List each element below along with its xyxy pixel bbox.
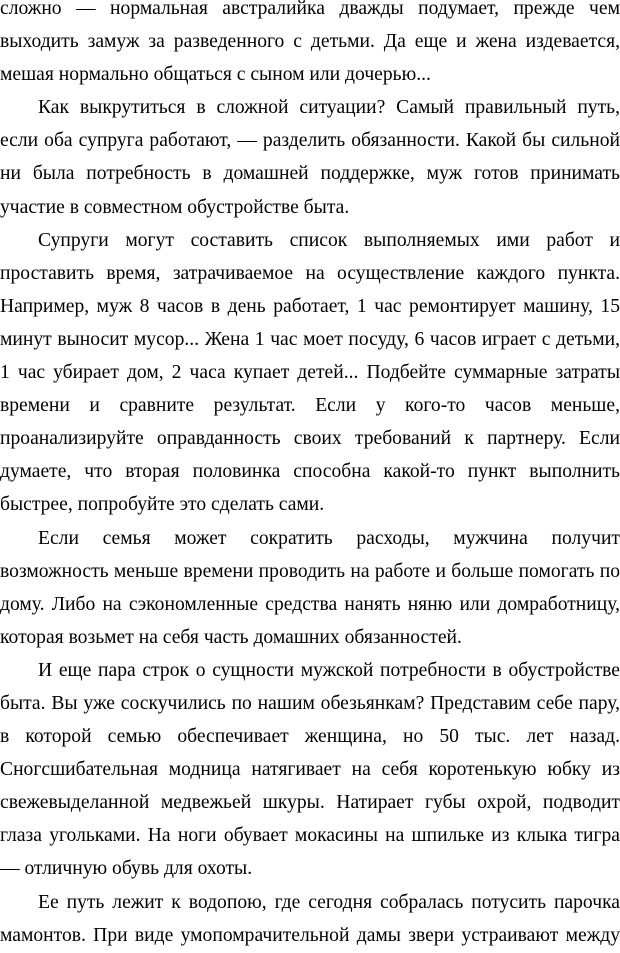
paragraph-cut-expenses: Если семья может сократить расходы, мужчина получит возможность меньше времени проводить на работе и больше помогать по дому. Либо на сэкономленные средства нанять няню или домработницу, которая возьмет на себя часть домашних обязанностей. [0,527,620,648]
paragraph-ancient-couple: И еще пара строк о сущности мужской потребности в обустройстве быта. Вы уже соскучились по нашим обезьянкам? Представим себе пару, в которой семью обеспечивает женщина, но 50 тыс. лет назад. Сногсшибательная модница натягивает на себя коротенькую юбку из свежевыделанной медвежьей шкуры. Натирает губы охрой, подводит глаза угольками. На ноги обувает мокасины на шпильке из клыка тигра — отличную обувь для охоты. [0,659,620,880]
paragraph-time-list: Супруги могут составить список выполняемых ими работ и проставить время, затрачиваемое на осуществление каждого пункта. Например, муж 8 часов в день работает, 1 час ремонтирует машину, 15 минут выносит мусор... Жена 1 час моет посуду, 6 часов играет с детьми, 1 час убирает дом, 2 часа купает детей... Подбейте суммарные затраты времени и сравните результат. Если у кого-то часов меньше, проанализируйте оправданность своих требований к партнеру. Если думаете, что вторая половинка способна какой-то пункт выполнить быстрее, попробуйте это сделать сами. [0,229,620,516]
paragraph-sharing-duties: Как выкрутиться в сложной ситуации? Самый правильный путь, если оба супруга работают, — разделить обязанности. Какой бы сильной ни была потребность в домашней поддержке, муж готов принимать участие в совместном обустройстве быта. [0,97,620,218]
paragraph-continuation: сложно — нормальная австралийка дважды подумает, прежде чем выходить замуж за разведенного с детьми. Да еще и жена издевается, мешая нормально общаться с сыном или дочерью... [0,0,620,86]
paragraph-watering-hole: Ее путь лежит к водопою, где сегодня собралась потусить парочка мамонтов. При виде умопомрачительной дамы звери устраивают между [0,891,620,946]
